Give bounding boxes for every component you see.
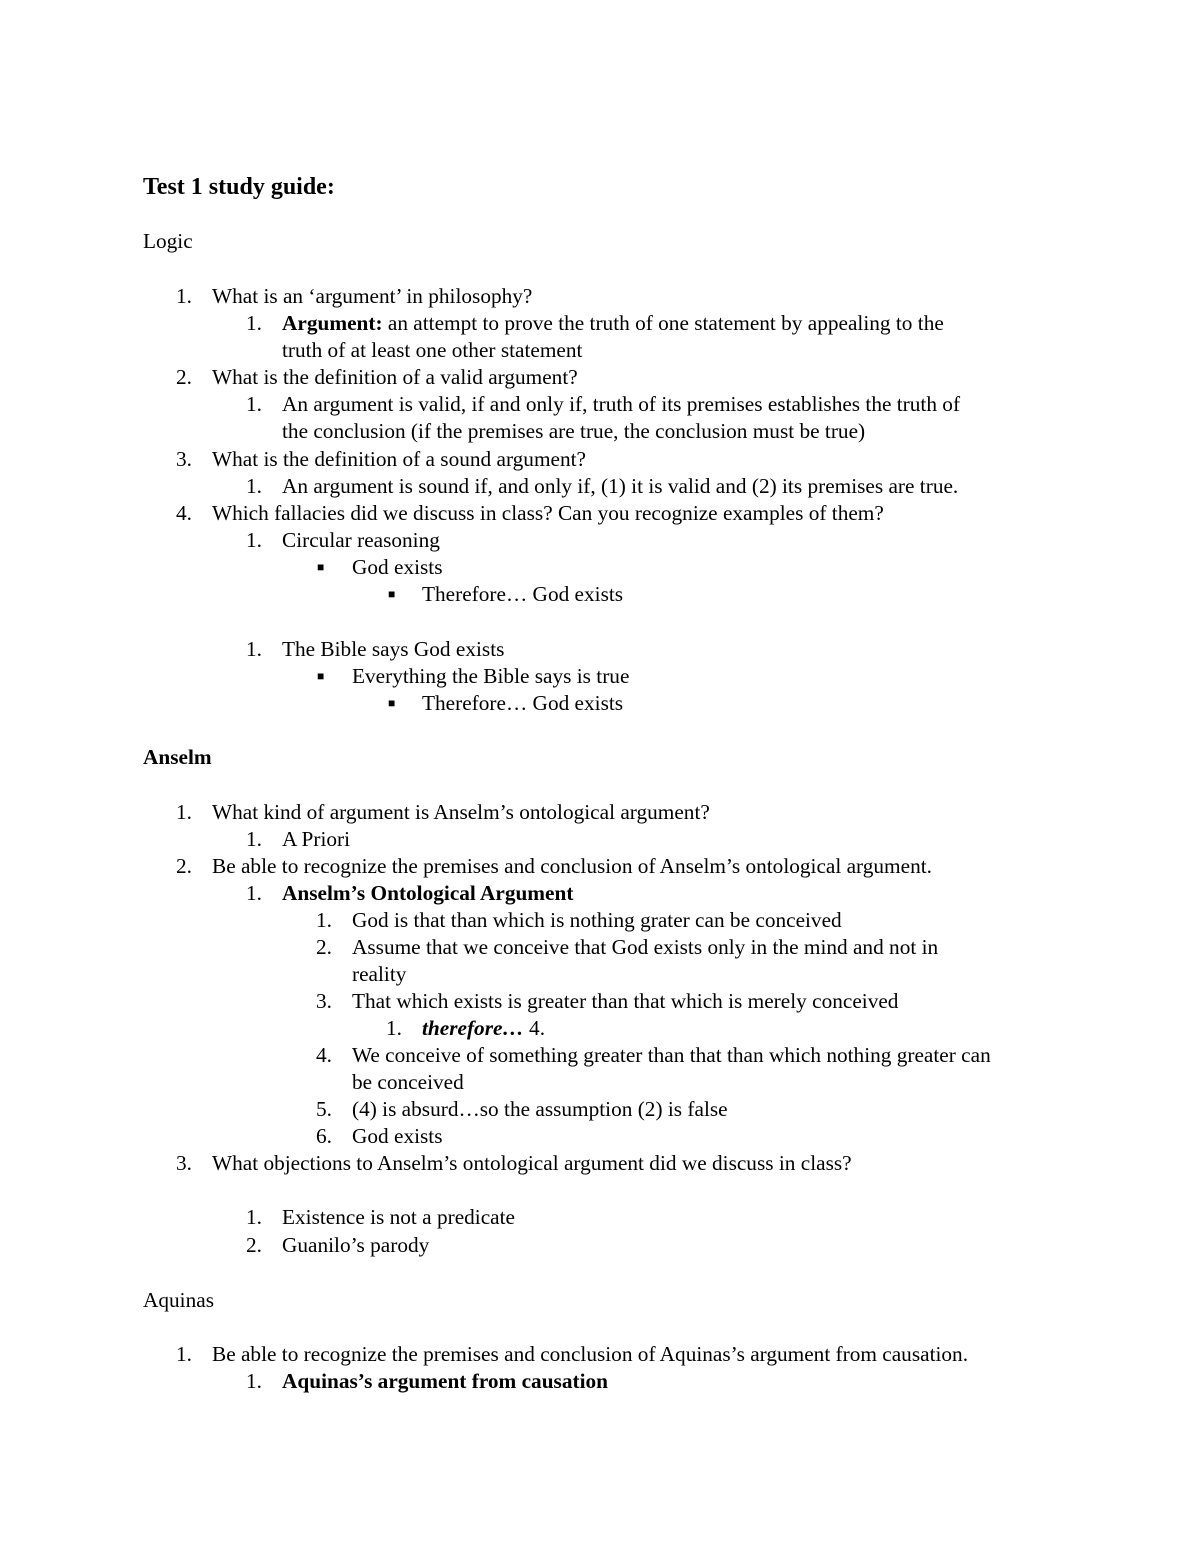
premise-text: God exists	[352, 1124, 443, 1148]
list-number: 1.	[246, 528, 262, 552]
premise-text: Assume that we conceive that God exists only in the mind and not in	[352, 935, 939, 959]
therefore-text: therefore…	[422, 1016, 524, 1040]
bullet-icon: ■	[317, 669, 325, 683]
list-number: 1.	[246, 881, 262, 905]
argument-title: Aquinas’s argument from causation	[282, 1369, 608, 1393]
list-number: 1.	[246, 392, 262, 416]
list-number: 1.	[176, 800, 192, 824]
bullet-text: Therefore… God exists	[422, 691, 624, 715]
list-number: 4.	[316, 1043, 332, 1067]
bullet-text: God exists	[352, 555, 443, 579]
answer-text: truth of at least one other statement	[282, 338, 583, 362]
answer-text: The Bible says God exists	[282, 637, 505, 661]
answer-rest: an attempt to prove the truth of one statement by appealing to the	[382, 311, 944, 335]
section-heading-aquinas: Aquinas	[143, 1288, 214, 1312]
list-number: 5.	[316, 1097, 332, 1121]
list-number: 2.	[246, 1233, 262, 1257]
list-number: 2.	[176, 365, 192, 389]
objection-text: Guanilo’s parody	[282, 1233, 430, 1257]
page-title: Test 1 study guide:	[143, 174, 335, 200]
premise-ref: 4.	[523, 1016, 546, 1040]
question-text: Be able to recognize the premises and conclusion of Aquinas’s argument from causation.	[212, 1342, 969, 1366]
question-text: What is the definition of a valid argument?	[212, 365, 578, 389]
list-number: 2.	[316, 935, 332, 959]
list-number: 1.	[246, 474, 262, 498]
question-text: What kind of argument is Anselm’s ontological argument?	[212, 800, 710, 824]
list-number: 1.	[246, 311, 262, 335]
premise-text: God is that than which is nothing grater can be conceived	[352, 908, 842, 932]
objection-text: Existence is not a predicate	[282, 1205, 515, 1229]
question-text: Be able to recognize the premises and conclusion of Anselm’s ontological argument.	[212, 854, 932, 878]
term-bold: Argument:	[282, 311, 383, 335]
list-number: 3.	[176, 447, 192, 471]
bullet-icon: ■	[388, 696, 396, 710]
bullet-text: Everything the Bible says is true	[352, 664, 630, 688]
answer-text	[282, 310, 944, 337]
list-number: 1.	[176, 1342, 192, 1366]
list-number: 2.	[176, 854, 192, 878]
list-number: 1.	[246, 637, 262, 661]
question-text: What is the definition of a sound argument?	[212, 447, 586, 471]
premise-text: We conceive of something greater than that than which nothing greater can	[352, 1043, 991, 1067]
section-heading-anselm: Anselm	[143, 745, 212, 769]
list-number: 1.	[316, 908, 332, 932]
list-number: 1.	[176, 284, 192, 308]
list-number: 4.	[176, 501, 192, 525]
bullet-text: Therefore… God exists	[422, 582, 624, 606]
bullet-icon: ■	[388, 587, 396, 601]
section-heading-logic: Logic	[143, 229, 193, 253]
premise-text	[422, 1015, 545, 1042]
list-number: 6.	[316, 1124, 332, 1148]
premise-text: reality	[352, 962, 407, 986]
list-number: 1.	[246, 1369, 262, 1393]
list-number: 1.	[386, 1016, 402, 1040]
answer-text: the conclusion (if the premises are true, the conclusion must be true)	[282, 419, 866, 443]
list-number: 1.	[246, 1205, 262, 1229]
question-text: Which fallacies did we discuss in class? Can you recognize examples of them?	[212, 501, 884, 525]
premise-text: (4) is absurd…so the assumption (2) is false	[352, 1097, 728, 1121]
answer-text: Circular reasoning	[282, 528, 440, 552]
bullet-icon: ■	[317, 560, 325, 574]
argument-title: Anselm’s Ontological Argument	[282, 881, 574, 905]
list-number: 1.	[246, 827, 262, 851]
answer-text: An argument is valid, if and only if, truth of its premises establishes the truth of	[282, 392, 961, 416]
list-number: 3.	[316, 989, 332, 1013]
question-text: What is an ‘argument’ in philosophy?	[212, 284, 533, 308]
answer-text: A Priori	[282, 827, 351, 851]
list-number: 3.	[176, 1151, 192, 1175]
premise-text: be conceived	[352, 1070, 464, 1094]
premise-text: That which exists is greater than that which is merely conceived	[352, 989, 899, 1013]
question-text: What objections to Anselm’s ontological argument did we discuss in class?	[212, 1151, 852, 1175]
answer-text: An argument is sound if, and only if, (1) it is valid and (2) its premises are true.	[282, 474, 959, 498]
